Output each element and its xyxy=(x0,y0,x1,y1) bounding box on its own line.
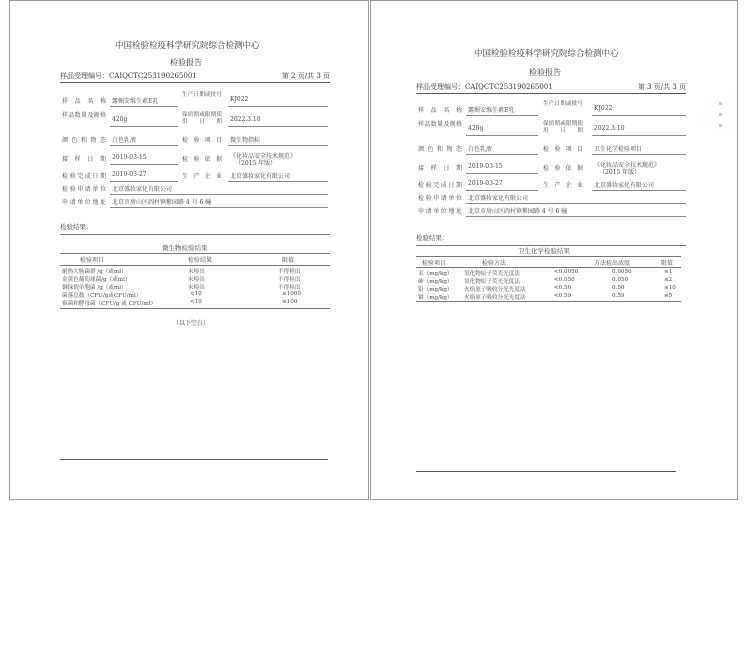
info-row: 样品数量及规格 420g 保质期或限期使用日期 2022.3.10 xyxy=(60,116,330,127)
report-title: 检验报告 xyxy=(529,68,561,77)
table-header: 检验项目 检验结果 限值 xyxy=(80,257,295,264)
table-row: 霉菌和酵母菌（CFU/g 或 CFU/ml） <10 ≤100 xyxy=(62,299,298,307)
sample-no: CAIQCTC253190265001 xyxy=(465,83,553,91)
table-row: 耐热大肠菌群 /g（或ml） 未检出 不得检出 xyxy=(62,269,301,275)
table-row: 菌落总数（CFU/g或CFU/ml） <10 ≤1000 xyxy=(62,291,301,299)
page-indicator: 第 3 页/共 3 页 xyxy=(637,83,686,91)
report-header-line xyxy=(60,71,330,83)
info-row: 检验完成日期 2019-03-27 生产企业 北京盛妆家化有限公司 xyxy=(60,171,330,182)
report-header-line xyxy=(416,82,686,94)
table-row: 砷（mg/kg） 氢化物原子荧光光度法 <0.050 0.050 ≤2 xyxy=(418,277,673,285)
info-row: 接样日期 2019-03-15 检验依据 《化妆品安全技术规范》 （2015 年版） xyxy=(418,162,661,176)
bottom-rule xyxy=(60,459,328,460)
info-row: 申请单位地址 北京市房山区阎村镇紫园路 4 号 6 幢 xyxy=(416,206,686,217)
table-row: 金黄色葡萄球菌/g（或ml） 未检出 不得检出 xyxy=(62,277,301,283)
report-title: 检验报告 xyxy=(170,58,202,67)
report-page-2 xyxy=(9,0,369,500)
table-row: 汞（mg/kg） 氢化物原子荧光光度法 <0.0050 0.0050 ≤1 xyxy=(418,269,673,277)
info-row: 样品名称 露媚安维生素E乳 生产日期或批号 KJ022 xyxy=(416,105,686,116)
info-row: 检验申请单位 北京盛妆家化有限公司 xyxy=(60,184,330,195)
table-caption: 卫生化学检验结果 xyxy=(518,247,570,255)
table-row: 铅（mg/kg） 火焰原子吸收分光光度法 <0.50 0.50 ≤10 xyxy=(418,285,676,293)
table-header: 检验项目 检验方法 方法检出浓度 限值 xyxy=(422,260,674,267)
info-row: 样品名称 露媚安维生素E乳 生产日期或批号 KJ022 xyxy=(60,96,330,107)
section-title: 检验结果： xyxy=(416,234,449,242)
info-block xyxy=(60,92,330,216)
report-page-3 xyxy=(370,0,738,500)
info-row: 样品数量及规格 420g 保质期或限期使用日期 2022.3.10 xyxy=(416,125,686,136)
info-block xyxy=(416,101,686,225)
info-row: 检验完成日期 2019-03-27 生产企业 北京盛妆家化有限公司 xyxy=(416,180,686,191)
info-row: 申请单位地址 北京市房山区阎村镇紫园路 4 号 6 幢 xyxy=(60,197,330,208)
sample-no-label: 样品受理编号： xyxy=(416,83,465,91)
info-row: 检验申请单位 北京盛妆家化有限公司 xyxy=(416,193,686,204)
bottom-rule xyxy=(416,471,676,472)
info-row: 接样日期 2019-03-15 检验依据 《化妆品安全技术规范》 （2015 年版） xyxy=(62,153,297,167)
info-row: 颜色和物态 白色乳液 检验项目 微生物指标 xyxy=(60,135,330,146)
results-table xyxy=(60,241,330,321)
sample-no-label: 样品受理编号： xyxy=(60,72,109,80)
results-table xyxy=(416,247,681,331)
info-row: 颜色和物态 白色乳液 检验项目 卫生化学检验项目 xyxy=(416,144,686,155)
org-name: 中国检验检疫科学研究院综合检测中心 xyxy=(474,49,619,59)
end-note: （以下空白） xyxy=(173,320,210,327)
page-indicator: 第 2 页/共 3 页 xyxy=(281,72,330,80)
section-title: 检验结果： xyxy=(60,223,93,231)
table-caption: 微生物检验结果 xyxy=(162,244,208,252)
faint-stamp-mark: ▪ ▪ ▪ xyxy=(717,100,724,130)
sample-no: CAIQCTC253190265001 xyxy=(109,72,197,80)
org-name: 中国检验检疫科学研究院综合检测中心 xyxy=(115,41,260,51)
table-row: 镉（mg/kg） 火焰原子吸收分光光度法 <0.59 0.59 ≤5 xyxy=(418,293,673,301)
table-row: 铜绿假单胞菌 /g（或ml） 未检出 不得检出 xyxy=(62,285,301,291)
